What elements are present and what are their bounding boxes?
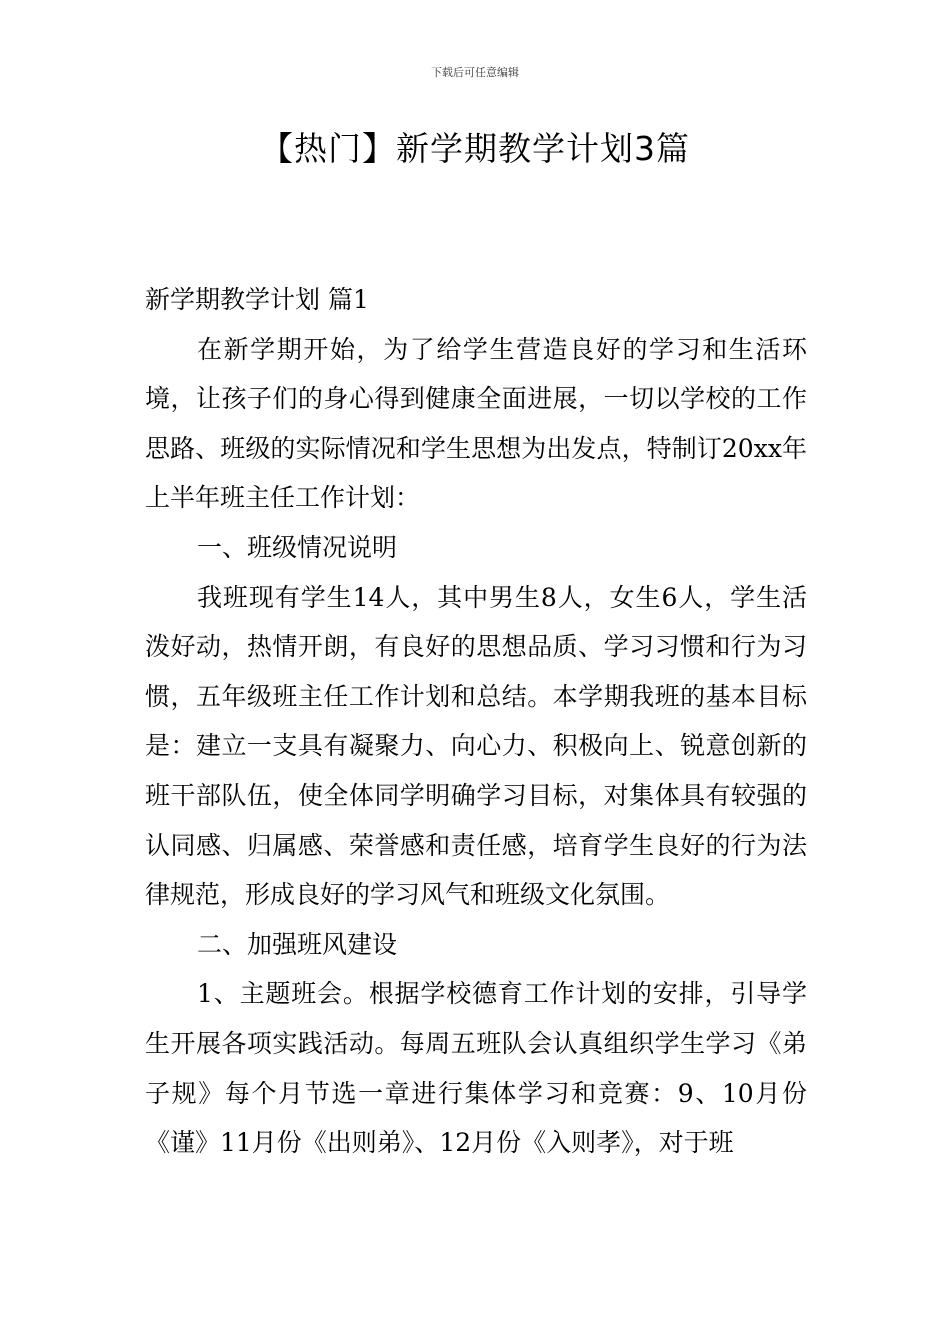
heading-class-style: 二、加强班风建设	[197, 929, 398, 959]
header-note: 下载后可任意编辑	[431, 66, 519, 79]
document-title: 【热门】新学期教学计划3篇	[260, 129, 690, 168]
section-heading: 新学期教学计划 篇1	[145, 285, 369, 314]
paragraph-theme-meeting: 1、主题班会。根据学校德育工作计划的安排，引导学生开展各项实践活动。每周五班队会认真组织学生学习《弟子规》每个月节选一章进行集体学习和竞赛：9、10月份《谨》11月份《出则弟》、12月份《入则孝》，对于班	[145, 979, 807, 1158]
heading-class-situation: 一、班级情况说明	[197, 532, 398, 562]
document-body	[145, 275, 807, 1168]
paragraph-class-situation: 我班现有学生14人，其中男生8人，女生6人，学生活泼好动，热情开朗，有良好的思想品质、学习习惯和行为习惯，五年级班主任工作计划和总结。本学期我班的基本目标是：建立一支具有凝聚力、向心力、积极向上、锐意创新的班干部队伍，使全体同学明确学习目标，对集体具有较强的认同感、归属感、荣誉感和责任感，培育学生良好的行为法律规范，形成良好的学习风气和班级文化氛围。	[145, 582, 807, 910]
paragraph-intro: 在新学期开始，为了给学生营造良好的学习和生活环境，让孩子们的身心得到健康全面进展，一切以学校的工作思路、班级的实际情况和学生思想为出发点，特制订20xx年上半年班主任工作计划：	[145, 334, 807, 513]
